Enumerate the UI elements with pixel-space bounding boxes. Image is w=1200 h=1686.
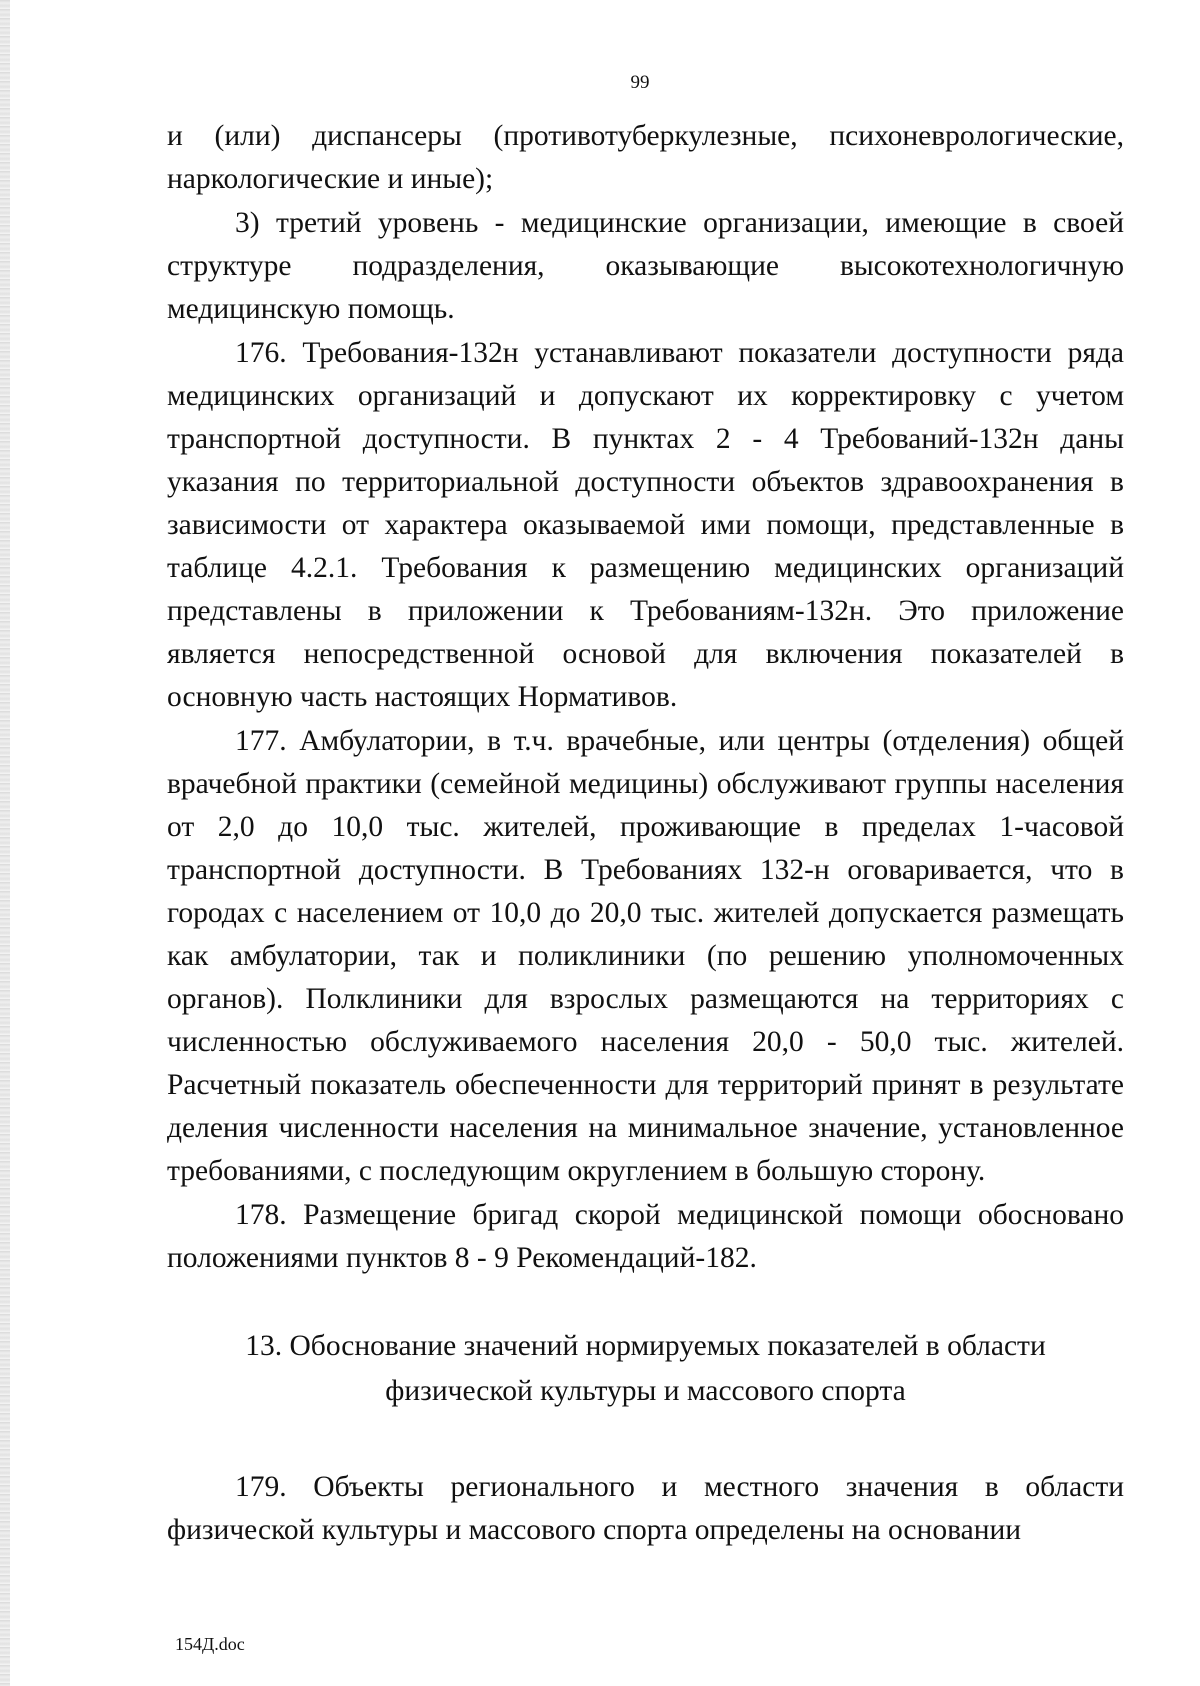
paragraph-177: 177. Амбулатории, в т.ч. врачебные, или центры (отделения) общей врачебной практики (семейной медицины) обслуживают группы населения от 2,0 до 10,0 тыс. жителей, проживающие в пределах 1-часовой транспортной доступности. В Требованиях 132-н оговаривается, что в городах с населением от 10,0 до 20,0 тыс. жителей допускается размещать как амбулатории, так и поликлиники (по решению уполномоченных органов). Полклиники для взрослых размещаются на территориях с численностью обслуживаемого населения 20,0 - 50,0 тыс. жителей. Расчетный показатель обеспеченности для территорий принят в результате деления численности населения на минимальное значение, установленное требованиями, с последующим округлением в большую сторону. bbox=[167, 725, 1124, 1187]
paragraph-level-3: 3) третий уровень - медицинские организации, имеющие в своей структуре подразделения, оказывающие высокотехнологичную медицинскую помощь. bbox=[167, 207, 1124, 325]
scan-edge-shadow bbox=[0, 0, 10, 1686]
section-heading-line-1: 13. Обоснование значений нормируемых показателей в области bbox=[245, 1330, 1046, 1362]
footer-filename: 154Д.doc bbox=[175, 1634, 245, 1654]
section-heading bbox=[167, 1324, 1124, 1414]
paragraph-179: 179. Объекты регионального и местного значения в области физической культуры и массового спорта определены на основании bbox=[167, 1471, 1124, 1546]
page-number: 99 bbox=[630, 72, 650, 93]
paragraph-178: 178. Размещение бригад скорой медицинской помощи обосновано положениями пунктов 8 - 9 Рекомендаций-182. bbox=[167, 1199, 1124, 1274]
section-heading-line-2: физической культуры и массового спорта bbox=[385, 1375, 906, 1407]
paragraph-continuation: и (или) диспансеры (противотуберкулезные, психоневрологические, наркологические и иные); bbox=[167, 120, 1124, 195]
paragraph-176: 176. Требования-132н устанавливают показатели доступности ряда медицинских организаций и допускают их корректировку с учетом транспортной доступности. В пунктах 2 - 4 Требований-132н даны указания по территориальной доступности объектов здравоохранения в зависимости от характера оказываемой ими помощи, представленные в таблице 4.2.1. Требования к размещению медицинских организаций представлены в приложении к Требованиям-132н. Это приложение является непосредственной основой для включения показателей в основную часть настоящих Нормативов. bbox=[167, 337, 1124, 713]
document-body bbox=[167, 115, 1124, 1552]
